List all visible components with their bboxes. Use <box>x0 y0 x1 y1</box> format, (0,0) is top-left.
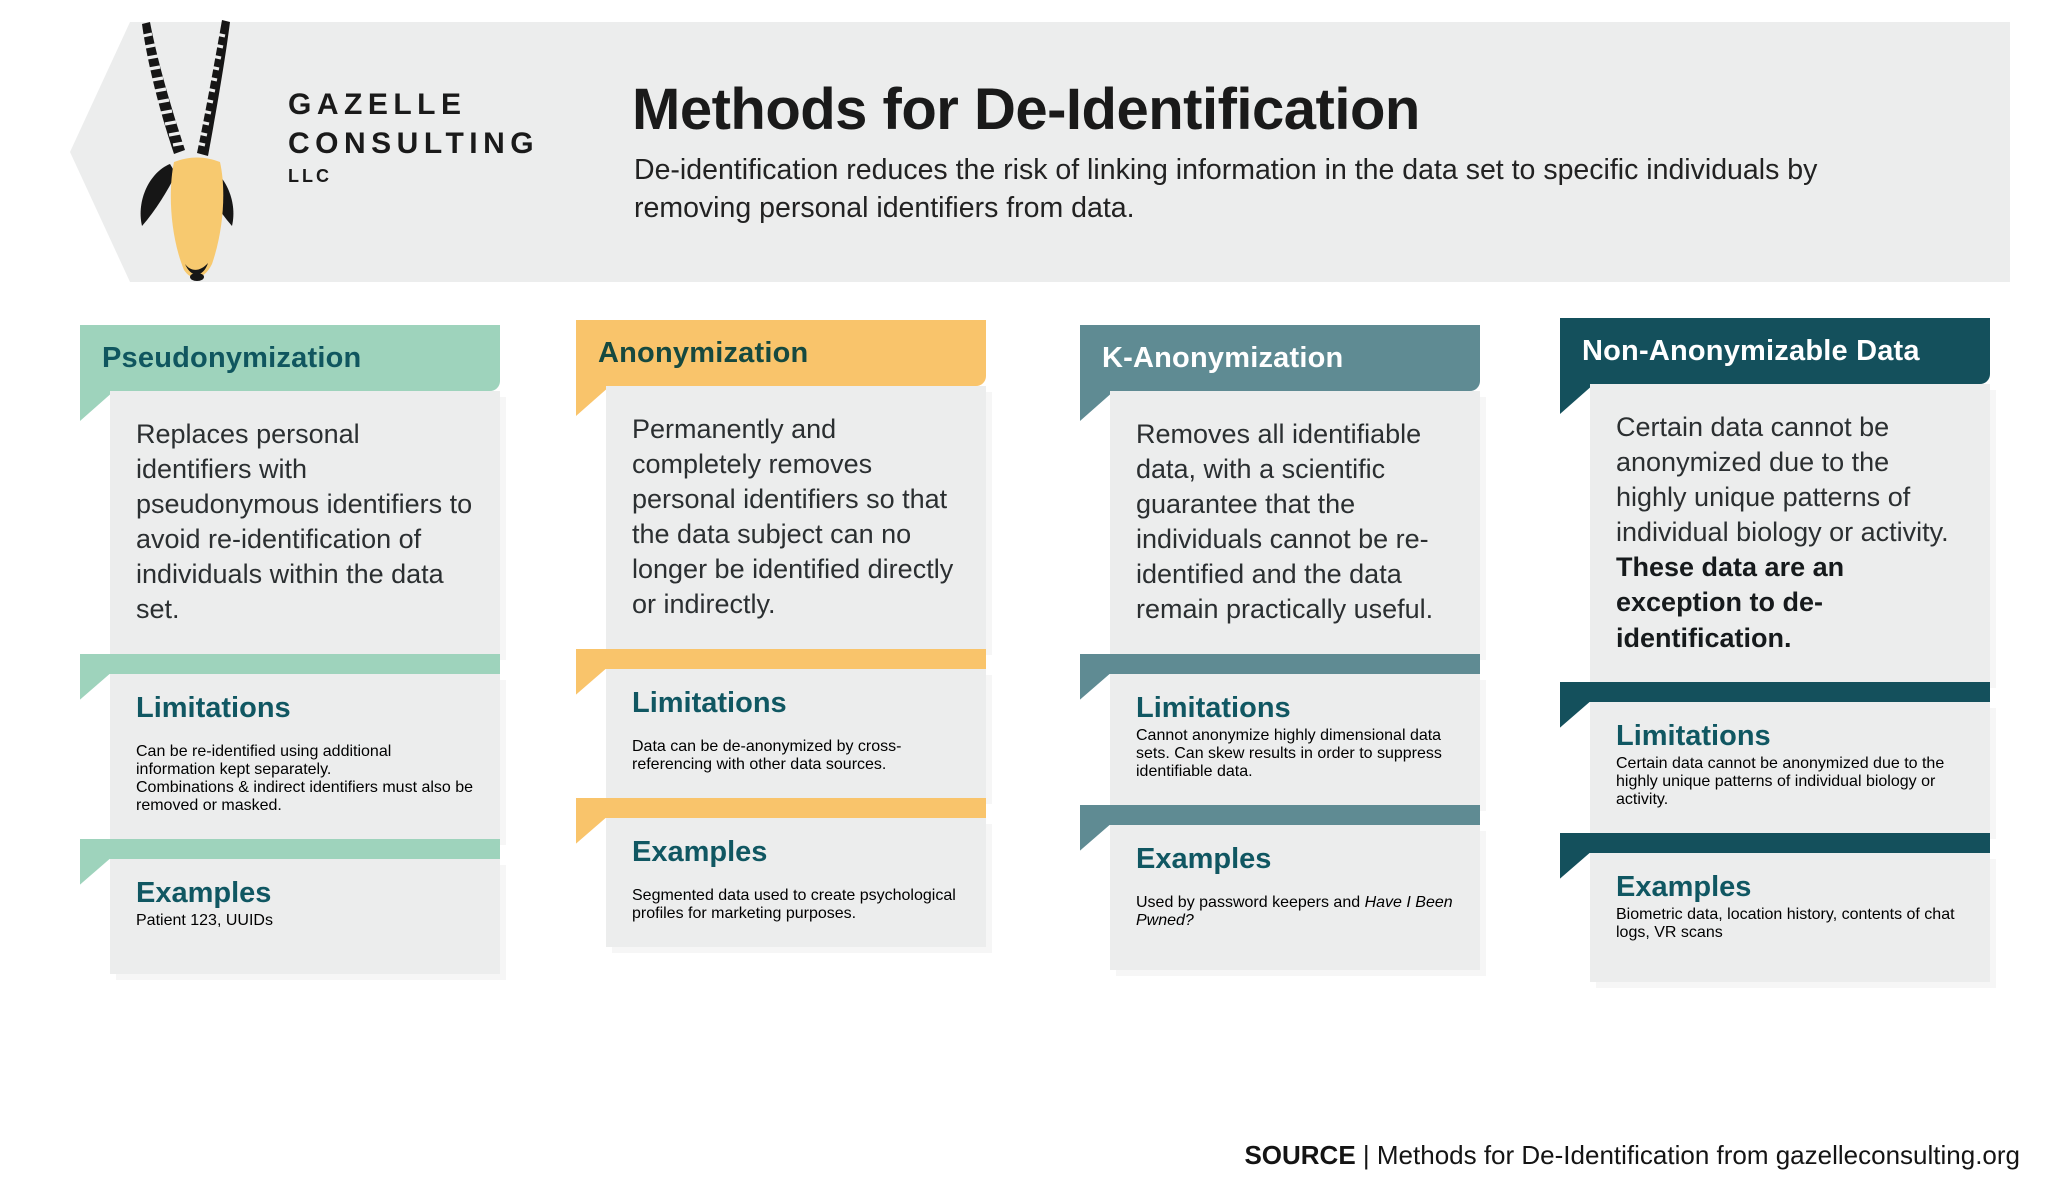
tab-tail <box>1560 384 1594 414</box>
divider-bar <box>80 654 500 674</box>
divider-bar <box>1080 654 1480 674</box>
gazelle-head-icon <box>112 14 292 284</box>
section-divider <box>576 649 986 669</box>
examples-text <box>1136 894 1454 930</box>
divider-tail <box>80 674 110 700</box>
description-text: Replaces personal identifiers with pseudonymous identifiers to avoid re-identification of individuals within the data set. <box>136 419 473 625</box>
divider-bar <box>576 649 986 669</box>
column-header-tab <box>1080 325 1480 391</box>
description-card <box>110 391 500 654</box>
divider-tail <box>80 859 110 885</box>
section-divider <box>80 839 500 859</box>
examples-text: Segmented data used to create psychological profiles for marketing purposes. <box>632 886 956 922</box>
examples-card <box>1110 825 1480 970</box>
divider-bar <box>1560 833 1990 853</box>
examples-heading: Examples <box>632 835 768 868</box>
divider-tail <box>576 818 606 844</box>
divider-tail <box>1080 825 1110 851</box>
examples-card <box>110 859 500 974</box>
examples-text-plain: Used by password keepers and <box>1136 893 1365 911</box>
description-text <box>1616 410 1964 656</box>
limitations-text-2: Combinations & indirect identifiers must also be removed or masked. <box>136 778 474 814</box>
column-header-tab <box>80 325 500 391</box>
section-divider <box>80 654 500 674</box>
column-header-tab <box>576 320 986 386</box>
column-non-anonymizable-data <box>1560 318 1990 982</box>
examples-heading: Examples <box>1616 870 1752 903</box>
description-card <box>1590 384 1990 682</box>
divider-bar <box>576 798 986 818</box>
description-text-bold: These data are an exception to de-identification. <box>1616 552 1845 653</box>
description-text-plain: Certain data cannot be anonymized due to the highly unique patterns of individual biology or activity. <box>1616 412 1949 548</box>
limitations-card <box>606 669 986 798</box>
section-divider <box>1560 682 1990 702</box>
limitations-heading: Limitations <box>136 691 291 724</box>
section-divider <box>1080 654 1480 674</box>
brand-name-line2: CONSULTING <box>288 127 540 160</box>
limitations-text-1: Certain data cannot be anonymized due to the highly unique patterns of individual biology or activity. <box>1616 754 1945 808</box>
tab-tail <box>1080 391 1114 421</box>
divider-tail <box>1560 853 1590 879</box>
divider-bar <box>80 839 500 859</box>
limitations-text-1: Can be re-identified using additional information kept separately. <box>136 742 392 778</box>
tab-tail <box>80 391 114 421</box>
column-title: Anonymization <box>598 336 809 369</box>
divider-tail <box>1080 674 1110 700</box>
brand-name-line1: GAZELLE <box>288 88 467 121</box>
column-k-anonymization <box>1080 325 1480 970</box>
source-text: Methods for De-Identification from gazelleconsulting.org <box>1376 1140 2020 1170</box>
limitations-heading: Limitations <box>1136 691 1291 724</box>
description-card <box>606 386 986 649</box>
divider-bar <box>1080 805 1480 825</box>
column-pseudonymization <box>80 325 500 974</box>
divider-tail <box>576 669 606 695</box>
section-divider <box>1080 805 1480 825</box>
section-divider <box>576 798 986 818</box>
page-title: Methods for De-Identification <box>632 77 1420 142</box>
column-header-tab <box>1560 318 1990 384</box>
limitations-text-1: Data can be de-anonymized by cross-referencing with other data sources. <box>632 737 902 773</box>
brand-name <box>288 85 539 163</box>
page-subtitle: De-identification reduces the risk of linking information in the data set to specific individuals by removing personal identifiers from data. <box>634 154 1818 224</box>
brand-suffix: LLC <box>288 166 332 186</box>
examples-heading: Examples <box>1136 842 1272 875</box>
divider-tail <box>1560 702 1590 728</box>
source-separator: | <box>1355 1140 1377 1170</box>
column-title: Pseudonymization <box>102 341 362 374</box>
divider-bar <box>1560 682 1990 702</box>
tab-tail <box>576 386 610 416</box>
limitations-heading: Limitations <box>1616 719 1771 752</box>
column-title: Non-Anonymizable Data <box>1582 334 1920 367</box>
examples-heading: Examples <box>136 876 272 909</box>
examples-text: Biometric data, location history, contents of chat logs, VR scans <box>1616 905 1955 941</box>
limitations-text-1: Cannot anonymize highly dimensional data sets. Can skew results in order to suppress identifiable data. <box>1136 726 1442 780</box>
description-text: Permanently and completely removes personal identifiers so that the data subject can no longer be identified directly or indirectly. <box>632 414 954 620</box>
description-card <box>1110 391 1480 654</box>
source-label: SOURCE <box>1244 1140 1356 1170</box>
section-divider <box>1560 833 1990 853</box>
column-title: K-Anonymization <box>1102 341 1344 374</box>
limitations-card <box>1110 674 1480 805</box>
description-text: Removes all identifiable data, with a scientific guarantee that the individuals cannot be re-identified and the data remain practically useful. <box>1136 419 1434 625</box>
limitations-heading: Limitations <box>632 686 787 719</box>
limitations-card <box>1590 702 1990 833</box>
column-anonymization <box>576 320 986 947</box>
examples-card <box>1590 853 1990 982</box>
limitations-card <box>110 674 500 839</box>
examples-text-italic: Have I Been Pwned? <box>1136 893 1453 929</box>
examples-text: Patient 123, UUIDs <box>136 911 273 929</box>
source-footer <box>1244 1140 2020 1171</box>
examples-card <box>606 818 986 947</box>
